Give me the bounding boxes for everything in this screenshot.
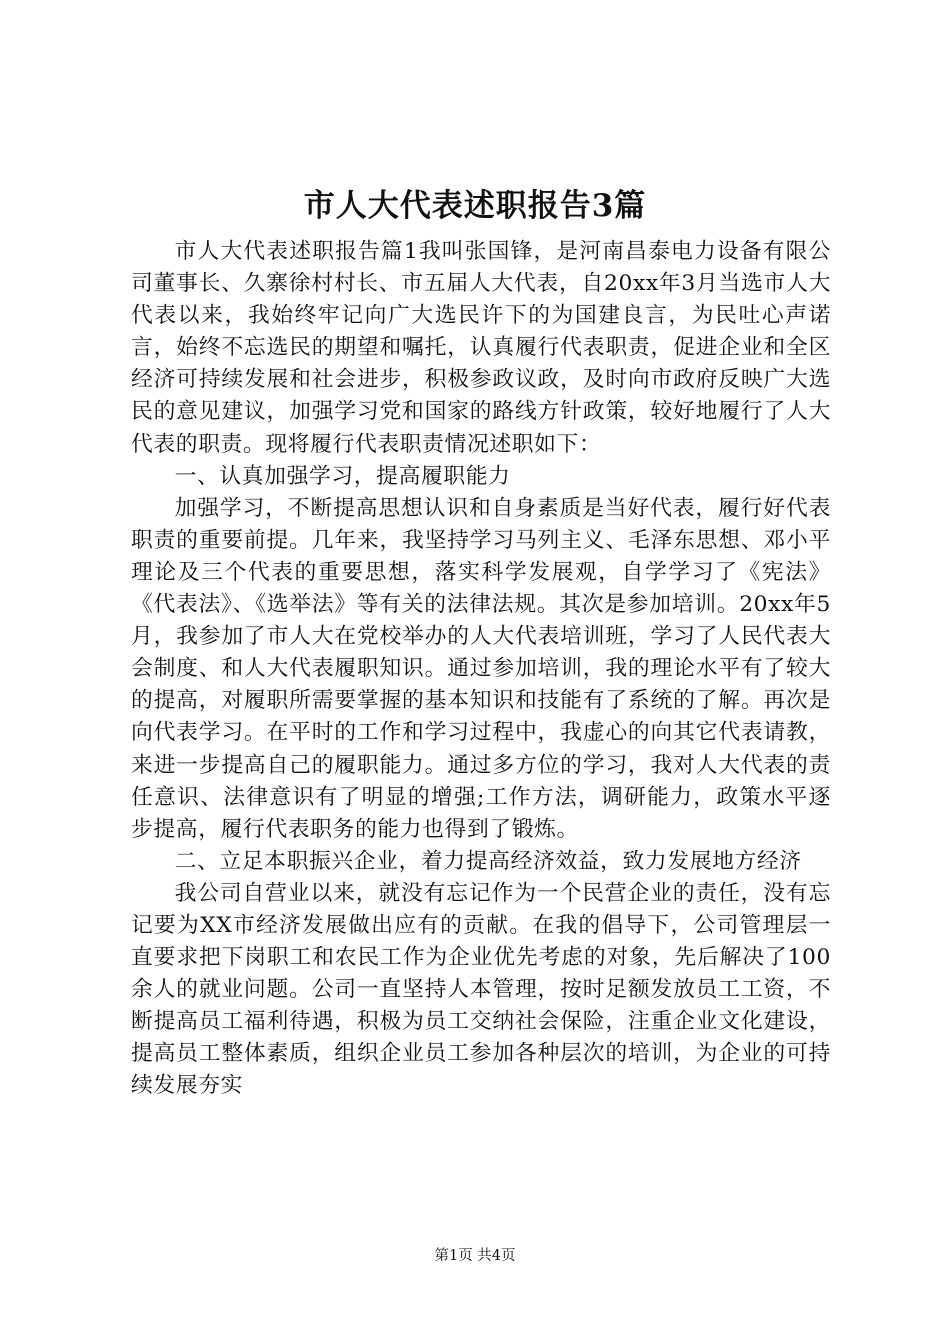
page-number-footer: 第1页 共4页 [434, 1248, 516, 1264]
section-heading-2: 二、立足本职振兴企业，着力提高经济效益，致力发展地方经济 [174, 848, 802, 874]
section-heading-1: 一、认真加强学习，提高履职能力 [174, 463, 511, 489]
document-title: 市人大代表述职报告3篇 [303, 188, 647, 224]
paragraph-intro: 市人大代表述职报告篇1我叫张国锋，是河南昌泰电力设备有限公司董事长、久寨徐村村长、市五届人大代表，自20xx年3月当选市人大代表以来，我始终牢记向广大选民许下的为国建良言，为民吐心声诺言，始终不忘选民的期望和嘱托，认真履行代表职责，促进企业和全区经济可持续发展和社会进步，积极参政议政，及时向市政府反映广大选民的意见建议，加强学习党和国家的路线方针政策，较好地履行了人大代表的职责。现将履行代表职责情况述职如下： [131, 239, 831, 457]
paragraph-study: 加强学习，不断提高思想认识和自身素质是当好代表，履行好代表职责的重要前提。几年来，我坚持学习马列主义、毛泽东思想、邓小平理论及三个代表的重要思想，落实科学发展观，自学学习了《宪法》《代表法》、《选举法》等有关的法律法规。其次是参加培训。20xx年5月，我参加了市人大在党校举办的人大代表培训班，学习了人民代表大会制度、和人大代表履职知识。通过参加培训，我的理论水平有了较大的提高，对履职所需要掌握的基本知识和技能有了系统的了解。再次是向代表学习。在平时的工作和学习过程中，我虚心的向其它代表请教，来进一步提高自己的履职能力。通过多方位的学习，我对人大代表的责任意识、法律意识有了明显的增强;工作方法，调研能力，政策水平逐步提高，履行代表职务的能力也得到了锻炼。 [131, 495, 831, 842]
document-body [131, 236, 831, 1103]
paragraph-company: 我公司自营业以来，就没有忘记作为一个民营企业的责任，没有忘记要为XX市经济发展做出应有的贡献。在我的倡导下，公司管理层一直要求把下岗职工和农民工作为企业优先考虑的对象，先后解决了100余人的就业问题。公司一直坚持人本管理，按时足额发放员工工资，不断提高员工福利待遇，积极为员工交纳社会保险，注重企业文化建设，提高员工整体素质，组织企业员工参加各种层次的培训，为企业的可持续发展夯实 [131, 880, 831, 1099]
